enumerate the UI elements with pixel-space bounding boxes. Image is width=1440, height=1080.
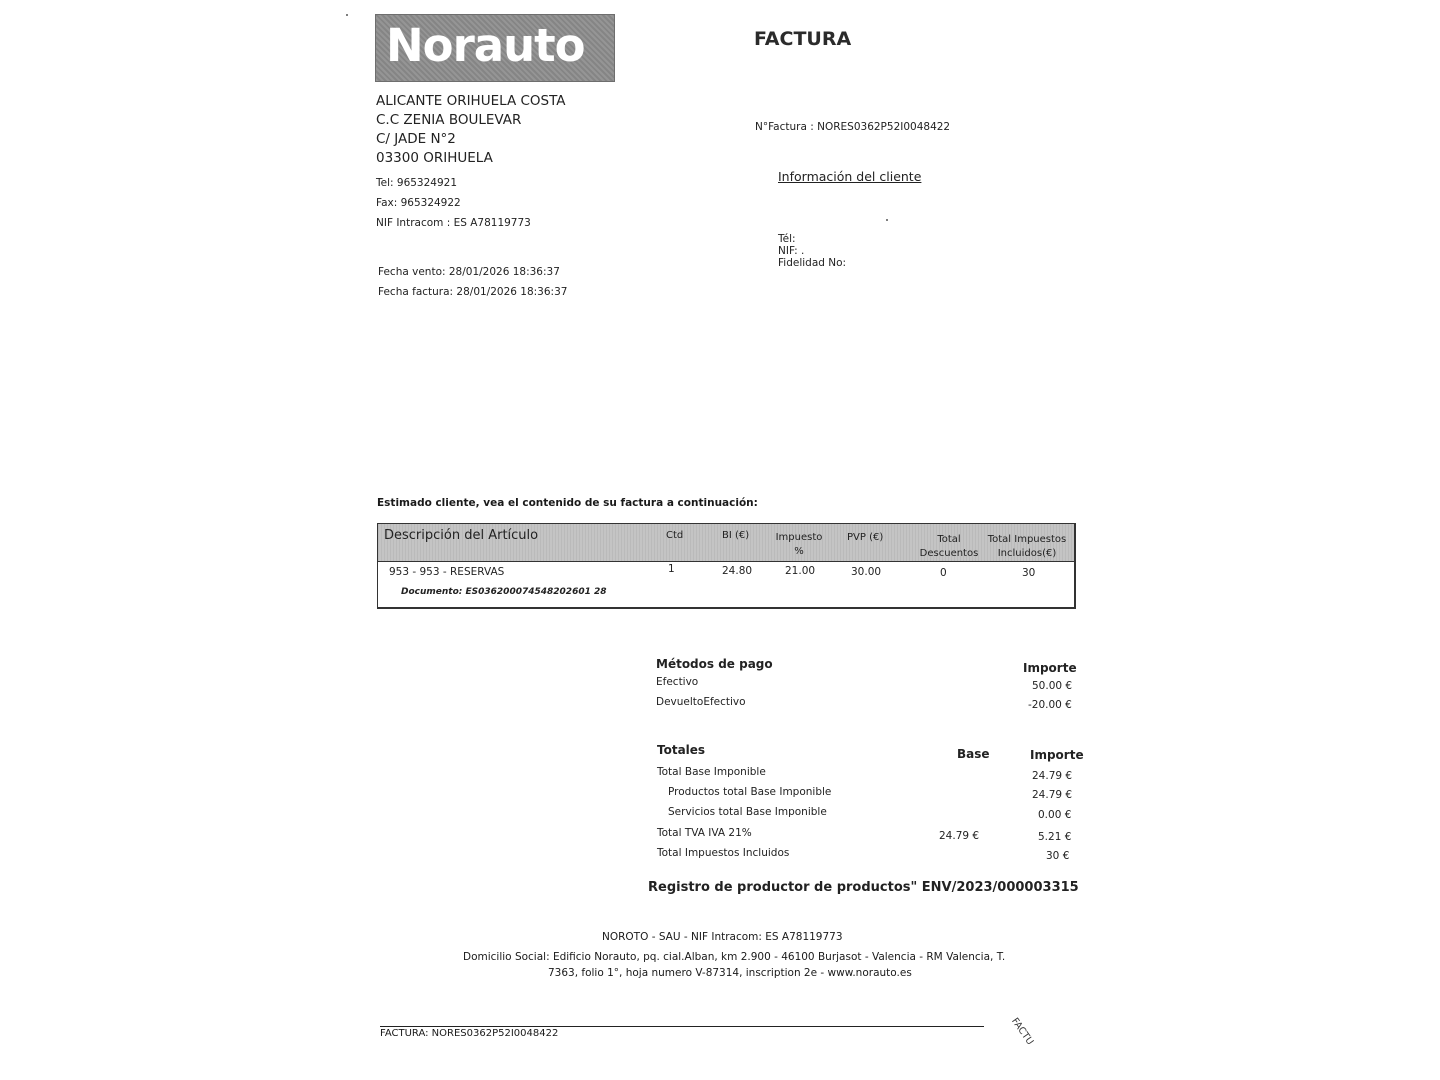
footer-address-line1: Domicilio Social: Edificio Norauto, pq. cial.Alban, km 2.900 - 46100 Burjasot - Valencia - RM Valencia, T. (463, 951, 1006, 963)
totals-amount-heading: Importe (1030, 748, 1084, 762)
totals-row-amount: 24.79 € (1032, 789, 1073, 801)
header-pvp: PVP (€) (847, 532, 884, 543)
row-total: 30 (1022, 567, 1036, 579)
totals-row-label: Productos total Base Imponible (668, 786, 832, 798)
scan-speck (346, 14, 348, 16)
client-tel: Tél: (778, 233, 796, 245)
invoice-date: Fecha factura: 28/01/2026 18:36:37 (378, 286, 568, 298)
header-tax-line1: Impuesto (775, 532, 823, 543)
totals-row-amount: 0.00 € (1038, 809, 1072, 821)
footer-company: NOROTO - SAU - NIF Intracom: ES A78119773 (602, 931, 843, 943)
footer-address-line2: 7363, folio 1°, hoja numero V-87314, inscription 2e - www.norauto.es (548, 967, 912, 979)
client-loyalty: Fidelidad No: (778, 257, 847, 269)
store-address-line-2: C.C ZENIA BOULEVAR (376, 112, 522, 128)
payment-amount-heading: Importe (1023, 661, 1077, 675)
payment-method-amount: 50.00 € (1032, 680, 1073, 692)
store-tel: Tel: 965324921 (376, 177, 458, 189)
totals-row-amount: 5.21 € (1038, 831, 1072, 843)
producer-registry: Registro de productor de productos" ENV/2023/000003315 (648, 880, 1079, 895)
header-tax-line2: % (794, 546, 804, 557)
totals-row-label: Total Impuestos Incluidos (657, 847, 790, 859)
header-bi: BI (€) (722, 530, 750, 541)
header-total-line2: Incluidos(€) (997, 548, 1057, 559)
totals-row-amount: 24.79 € (1032, 770, 1073, 782)
footer-divider (380, 1026, 984, 1027)
totals-row-label: Total TVA IVA 21% (657, 827, 752, 839)
intro-text: Estimado cliente, vea el contenido de su factura a continuación: (377, 497, 758, 509)
payment-method-label: Efectivo (656, 676, 699, 688)
scan-speck (886, 219, 888, 221)
row-bi: 24.80 (722, 565, 753, 577)
header-tax (774, 531, 824, 559)
logo-text: Norauto (386, 19, 585, 72)
items-table (377, 523, 1076, 609)
totals-row-label: Servicios total Base Imponible (668, 806, 827, 818)
row-tax: 21.00 (785, 565, 816, 577)
row-pvp: 30.00 (851, 566, 882, 578)
header-discounts-line2: Descuentos (919, 548, 979, 559)
footer-invoice-ref: FACTURA: NORES0362P52I0048422 (380, 1028, 559, 1039)
store-address-line-1: ALICANTE ORIHUELA COSTA (376, 93, 566, 109)
store-address-line-3: C/ JADE N°2 (376, 131, 456, 147)
header-discounts (918, 533, 980, 561)
store-nif: NIF Intracom : ES A78119773 (376, 217, 531, 229)
totals-heading: Totales (657, 743, 706, 757)
edge-stamp: FACTU (1008, 1016, 1036, 1048)
client-info-heading: Información del cliente (778, 169, 922, 184)
payment-method-amount: -20.00 € (1028, 699, 1072, 711)
invoice-number: N°Factura : NORES0362P52I0048422 (755, 121, 951, 133)
row-quantity: 1 (668, 563, 675, 575)
store-fax: Fax: 965324922 (376, 197, 461, 209)
row-description: 953 - 953 - RESERVAS (389, 566, 505, 578)
payment-method-label: DevueltoEfectivo (656, 696, 746, 708)
row-document: Documento: ES036200074548202601 28 (401, 587, 607, 597)
totals-row-label: Total Base Imponible (657, 766, 766, 778)
header-total-taxes (984, 533, 1070, 561)
client-nif: NIF: . (778, 245, 805, 257)
document-title: FACTURA (754, 28, 852, 50)
header-total-line1: Total Impuestos (987, 534, 1067, 545)
totals-row-amount: 30 € (1046, 850, 1070, 862)
norauto-logo (375, 14, 615, 82)
sale-date: Fecha vento: 28/01/2026 18:36:37 (378, 266, 560, 278)
store-address-line-4: 03300 ORIHUELA (376, 150, 493, 166)
header-description: Descripción del Artículo (384, 528, 539, 543)
header-quantity: Ctd (666, 530, 684, 541)
totals-row-base: 24.79 € (939, 830, 980, 842)
row-discount: 0 (940, 567, 947, 579)
totals-base-heading: Base (957, 747, 990, 761)
table-header (378, 524, 1074, 562)
payment-heading: Métodos de pago (656, 657, 773, 671)
header-discounts-line1: Total (937, 534, 961, 545)
